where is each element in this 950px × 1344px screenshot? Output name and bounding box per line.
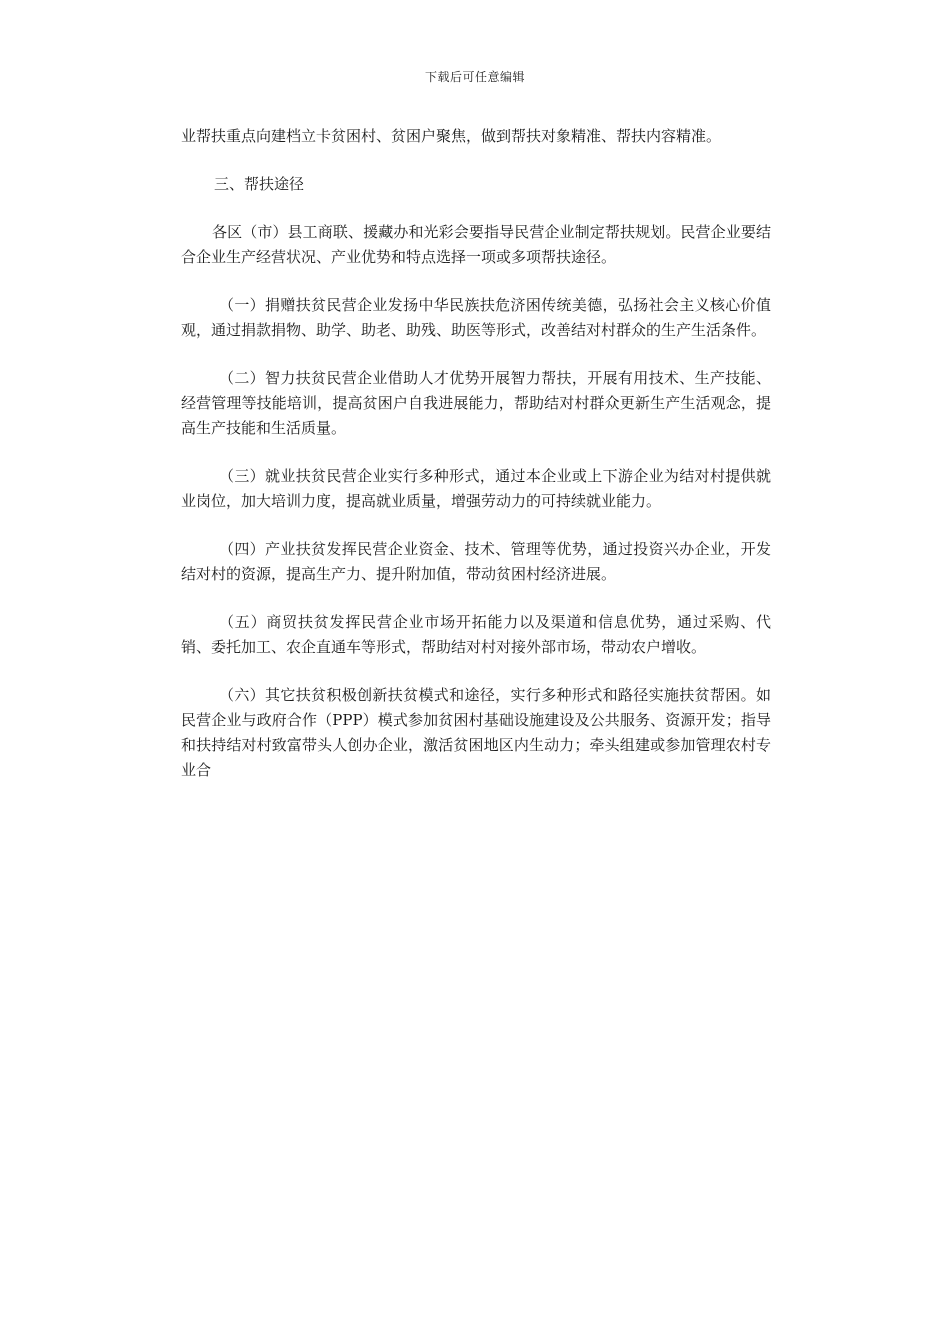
paragraph-item-2: （二）智力扶贫民营企业借助人才优势开展智力帮扶，开展有用技术、生产技能、经营管理等技能培训，提高贫困户自我进展能力，帮助结对村群众更新生产生活观念，提高生产技能和生活质量。 — [181, 369, 771, 437]
paragraph-item-4: （四）产业扶贫发挥民营企业资金、技术、管理等优势，通过投资兴办企业，开发结对村的资源，提高生产力、提升附加值，带动贫困村经济进展。 — [181, 540, 771, 583]
paragraph-item-3: （三）就业扶贫民营企业实行多种形式，通过本企业或上下游企业为结对村提供就业岗位，加大培训力度，提高就业质量，增强劳动力的可持续就业能力。 — [181, 467, 771, 510]
document-body — [181, 124, 771, 806]
paragraph-intro: 各区（市）县工商联、援藏办和光彩会要指导民营企业制定帮扶规划。民营企业要结合企业生产经营状况、产业优势和特点选择一项或多项帮扶途径。 — [181, 223, 771, 266]
page-header: 下载后可任意编辑 — [424, 70, 525, 84]
section-heading: 三、帮扶途径 — [214, 175, 305, 193]
paragraph-item-5: （五）商贸扶贫发挥民营企业市场开拓能力以及渠道和信息优势，通过采购、代销、委托加工、农企直通车等形式，帮助结对村对接外部市场，带动农户增收。 — [181, 613, 771, 656]
paragraph-item-6: （六）其它扶贫积极创新扶贫模式和途径，实行多种形式和路径实施扶贫帮困。如民营企业与政府合作（PPP）模式参加贫困村基础设施建设及公共服务、资源开发；指导和扶持结对村致富带头人创办企业，激活贫困地区内生动力；牵头组建或参加管理农村专业合 — [181, 686, 771, 779]
paragraph-item-1: （一）捐赠扶贫民营企业发扬中华民族扶危济困传统美德，弘扬社会主义核心价值观，通过捐款捐物、助学、助老、助残、助医等形式，改善结对村群众的生产生活条件。 — [181, 296, 771, 339]
paragraph-continuation: 业帮扶重点向建档立卡贫困村、贫困户聚焦，做到帮扶对象精准、帮扶内容精准。 — [181, 127, 722, 145]
